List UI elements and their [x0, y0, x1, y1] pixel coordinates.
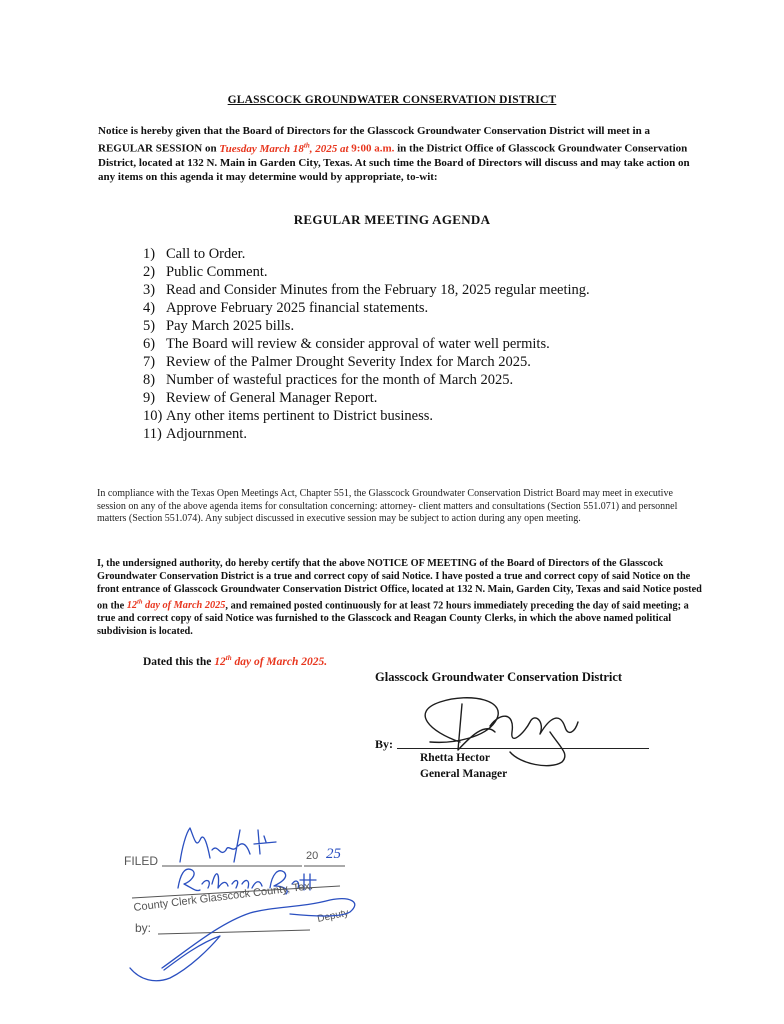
agenda-item-text: The Board will review & consider approval of water well permits. [166, 336, 550, 352]
handwritten-year: 25 [326, 846, 341, 862]
agenda-item-text: Read and Consider Minutes from the February 18, 2025 regular meeting. [166, 282, 590, 298]
deputy-label: Deputy [316, 907, 350, 925]
agenda-item [143, 317, 590, 335]
agenda-item [143, 407, 590, 425]
filed-stamp [100, 818, 390, 993]
agenda-item-text: Pay March 2025 bills. [166, 318, 295, 334]
agenda-item [143, 371, 590, 389]
agenda-item-number: 7) [143, 354, 156, 370]
agenda-item-text: Review of General Manager Report. [166, 390, 378, 406]
agenda-item-text: Any other items pertinent to District business. [166, 408, 434, 424]
notice-intro: Notice is hereby given that the Board of Directors for the Glasscock Groundwater Conservation District will meet in a REGULAR SESSION on [98, 125, 650, 155]
agenda-item-number: 1) [143, 246, 156, 262]
agenda-item [143, 353, 590, 371]
signer-name: Rhetta Hector [420, 752, 490, 764]
deputy-by-label: by: [135, 921, 152, 935]
agenda-item [143, 389, 590, 407]
meeting-time: 9:00 a.m. [351, 142, 395, 155]
agenda-item [143, 299, 590, 317]
dated-line: Dated this the 12th day of March 2025. [143, 654, 328, 668]
agenda-item-number: 4) [143, 300, 156, 316]
agenda-item [143, 263, 590, 281]
agenda-list [143, 245, 590, 443]
agenda-item-number: 9) [143, 390, 156, 406]
agenda-item-text: Approve February 2025 financial statements. [166, 300, 429, 316]
meeting-notice [98, 124, 704, 184]
meeting-date: Tuesday March 18th, 2025 at [219, 141, 352, 155]
signer-title: General Manager [420, 768, 508, 780]
signing-organization: Glasscock Groundwater Conservation District [375, 670, 623, 684]
agenda-item-number: 8) [143, 372, 156, 388]
agenda-item-number: 3) [143, 282, 156, 298]
certification-paragraph: I, the undersigned authority, do hereby certify that the above NOTICE OF MEETING of the Board of Directors of the Glasscock Groundwater Conservation District is a true and correct copy of said Notice. I have posted a true and correct copy of said Notice on the front entrance of Glasscock Groundwater Conservation District Office, located at 132 N. Main, Garden City, Texas and said Notice posted on the 12th day of March 2025, and remained posted continuously for at least 72 hours immediately preceding the day of said meeting; a true and correct copy of said Notice was furnished to the Glasscock and Reagan County Clerks, in which the above named political subdivision is located. [97, 558, 702, 637]
agenda-item-number: 10) [143, 408, 163, 424]
agenda-item [143, 281, 590, 299]
agenda-item [143, 245, 590, 263]
agenda-item-text: Review of the Palmer Drought Severity Index for March 2025. [166, 354, 531, 370]
notice-body: in the District Office of Glasscock Groundwater Conservation District, located at 132 N. Main in Garden City, Texas. At such time the Board of Directors will discuss and may take action on any items on this agenda it may determine would by appropriate, to-wit: [98, 142, 690, 184]
open-meetings-compliance: In compliance with the Texas Open Meetings Act, Chapter 551, the Glasscock Groundwater Conservation District Board may meet in executive session on any of the above agenda items for consultation concerning: attorney- client matters and consultations (Section 551.071) and personnel matters (Section 551.074). Any subject discussed in executive session may be subject to action during any open meeting. [97, 488, 678, 525]
filed-year-prefix: 20 [306, 850, 319, 862]
agenda-item-text: Call to Order. [166, 246, 246, 262]
deputy-signature [130, 899, 355, 981]
clerk-line: County Clerk Glasscock County, Tex. [132, 880, 314, 914]
agenda-heading: REGULAR MEETING AGENDA [293, 212, 491, 227]
filed-label: FILED [124, 854, 159, 868]
agenda-item-text: Adjournment. [166, 426, 247, 442]
agenda-item-text: Number of wasteful practices for the month of March 2025. [166, 372, 514, 388]
agenda-item-number: 2) [143, 264, 156, 280]
agenda-item-number: 5) [143, 318, 156, 334]
agenda-item-number: 11) [143, 426, 162, 442]
handwritten-month-day [180, 828, 276, 862]
agenda-item [143, 425, 590, 443]
agenda-item [143, 335, 590, 353]
agenda-item-number: 6) [143, 336, 156, 352]
posted-date: 12th day of March 2025 [126, 598, 226, 612]
signature-by-label: By: [375, 737, 393, 751]
agenda-item-text: Public Comment. [166, 264, 268, 280]
dated-date: 12th day of March 2025. [214, 654, 328, 668]
district-title: GLASSCOCK GROUNDWATER CONSERVATION DISTRICT [227, 94, 557, 106]
